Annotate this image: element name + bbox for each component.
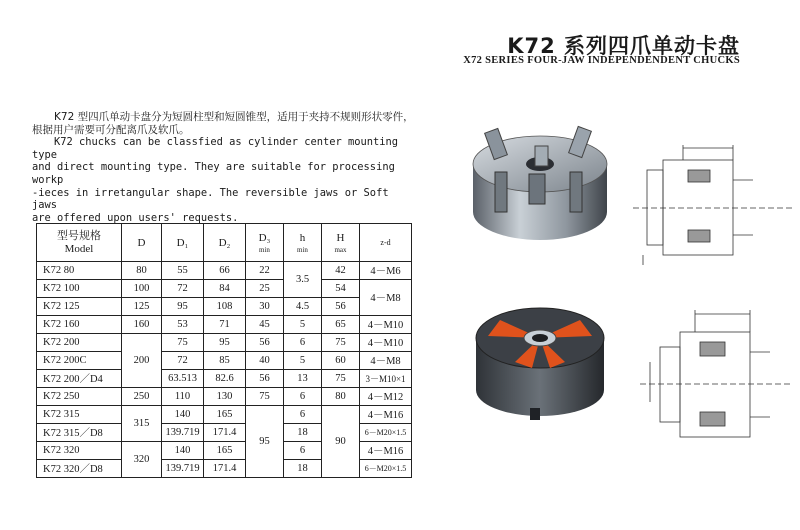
col-header-d1: D₁ — [162, 224, 204, 262]
table-row: K72 250 250 110 130 75 6 80 4－M12 — [37, 388, 412, 406]
description-cn: K72 型四爪单动卡盘分为短圆柱型和短圆锥型，适用于夹持不规则形状零件，根据用户需要可分配离爪及软爪。 — [32, 111, 414, 136]
table-row: K72 320 320 140 165 6 4－M16 — [37, 442, 412, 460]
table-row: K72 315 315 140 165 95 6 90 4－M16 — [37, 406, 412, 424]
spec-table — [36, 223, 412, 478]
table-row: K72 80 80 55 66 22 3.5 42 4－M6 — [37, 262, 412, 280]
chuck-technical-drawing-cylinder — [633, 140, 793, 265]
description-en — [32, 136, 417, 224]
table-row: K72 100 100 72 84 25 54 4－M8 — [37, 280, 412, 298]
col-header-h: h min — [284, 224, 322, 262]
page-title-cn: K72 系列四爪单动卡盘 — [507, 34, 740, 58]
table-row: K72 320／D8 139.719 171.4 18 6－M20×1.5 — [37, 460, 412, 478]
page-title-en: X72 SERIES FOUR-JAW INDEPENDENDENT CHUCKS — [463, 55, 740, 66]
col-header-d2: D₂ — [204, 224, 246, 262]
table-header-row — [37, 224, 412, 262]
description — [32, 111, 417, 224]
table-row: K72 315／D8 139.719 171.4 18 6－M20×1.5 — [37, 424, 412, 442]
table-row: K72 200／D4 63.513 82.6 56 13 75 3－M10×1 — [37, 370, 412, 388]
table-row: K72 200 200 75 95 56 6 75 4－M10 — [37, 334, 412, 352]
description-en-line: are offered upon users' requests. — [32, 211, 239, 224]
col-header-d: D — [122, 224, 162, 262]
chuck-photo-steel — [465, 112, 615, 252]
chuck-photo-orange-jaws — [470, 290, 610, 425]
col-header-d3: D₃ min — [246, 224, 284, 262]
col-header-model: 型号规格 Model — [37, 224, 122, 262]
table-row: K72 200C 72 85 40 5 60 4－M8 — [37, 352, 412, 370]
col-header-hh: H max — [322, 224, 360, 262]
col-header-zd: z-d — [360, 224, 412, 262]
table-row: K72 160 160 53 71 45 5 65 4－M10 — [37, 316, 412, 334]
description-en-line: K72 chucks can be classfied as cylinder center mounting type — [32, 136, 399, 161]
chuck-technical-drawing-direct — [640, 302, 790, 452]
description-en-line: and direct mounting type. They are suitable for processing workp — [32, 161, 395, 186]
table-row: K72 125 125 95 108 30 4.5 56 — [37, 298, 412, 316]
description-en-line: -ieces in irretangular shape. The reversible jaws or Soft jaws — [32, 186, 389, 212]
